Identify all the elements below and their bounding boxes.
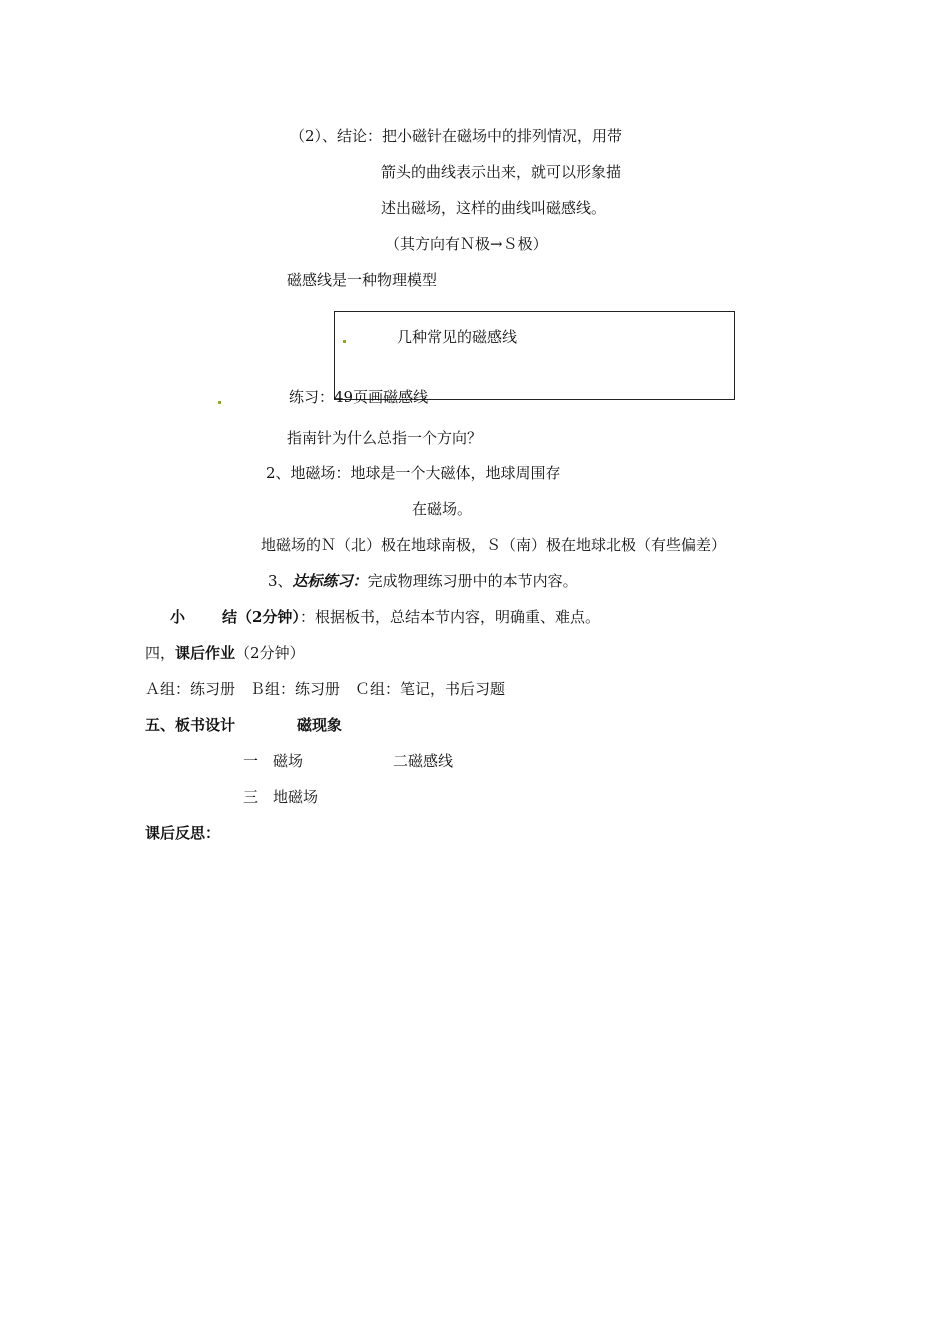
conclusion-line-4: （其方向有Ｎ极→Ｓ极） bbox=[385, 235, 548, 253]
board-item-3: 三 地磁场 bbox=[243, 788, 319, 806]
exercise-line bbox=[268, 571, 578, 591]
exercise-emphasis: 达标练习： bbox=[292, 572, 368, 590]
marker-dot bbox=[343, 340, 346, 343]
conclusion-line-3: 述出磁场，这样的曲线叫磁感线。 bbox=[381, 199, 607, 217]
geomagnetic-line-3: 地磁场的Ｎ（北）极在地球南极，Ｓ（南）极在地球北极（有些偏差） bbox=[261, 536, 727, 554]
homework-line bbox=[145, 643, 305, 663]
conclusion-line-2: 箭头的曲线表示出来，就可以形象描 bbox=[381, 163, 622, 181]
groups-line: Ａ组：练习册 Ｂ组：练习册 Ｃ组：笔记，书后习题 bbox=[145, 680, 506, 698]
practice-line: 练习：49页画磁感线 bbox=[289, 388, 429, 406]
board-title: 磁现象 bbox=[297, 716, 343, 734]
board-item-1: 一 磁场 bbox=[243, 752, 304, 770]
board-heading: 五、板书设计 bbox=[145, 716, 236, 734]
summary-text: ：根据板书，总结本节内容，明确重、难点。 bbox=[299, 608, 600, 626]
geomagnetic-line-2: 在磁场。 bbox=[412, 500, 473, 518]
homework-prefix: 四， bbox=[145, 644, 176, 662]
summary-line bbox=[222, 607, 600, 627]
question-line: 指南针为什么总指一个方向？ bbox=[287, 429, 483, 447]
conclusion-line-1: （2）、结论：把小磁针在磁场中的排列情况，用带 bbox=[290, 127, 623, 145]
model-note: 磁感线是一种物理模型 bbox=[287, 271, 438, 289]
summary-label-b: 结（2分钟） bbox=[222, 608, 300, 626]
box-label: 几种常见的磁感线 bbox=[397, 328, 518, 346]
exercise-rest: 完成物理练习册中的本节内容。 bbox=[367, 572, 578, 590]
reflection-heading: 课后反思： bbox=[145, 824, 221, 842]
homework-bold: 课后作业 bbox=[175, 644, 236, 662]
summary-label-a: 小 bbox=[170, 608, 186, 626]
marker-dot bbox=[218, 401, 221, 404]
homework-rest: （2分钟） bbox=[235, 644, 305, 662]
geomagnetic-line-1: 2、地磁场：地球是一个大磁体，地球周围存 bbox=[266, 464, 561, 482]
board-item-2: 二磁感线 bbox=[393, 752, 454, 770]
exercise-prefix: 3、 bbox=[268, 572, 293, 590]
